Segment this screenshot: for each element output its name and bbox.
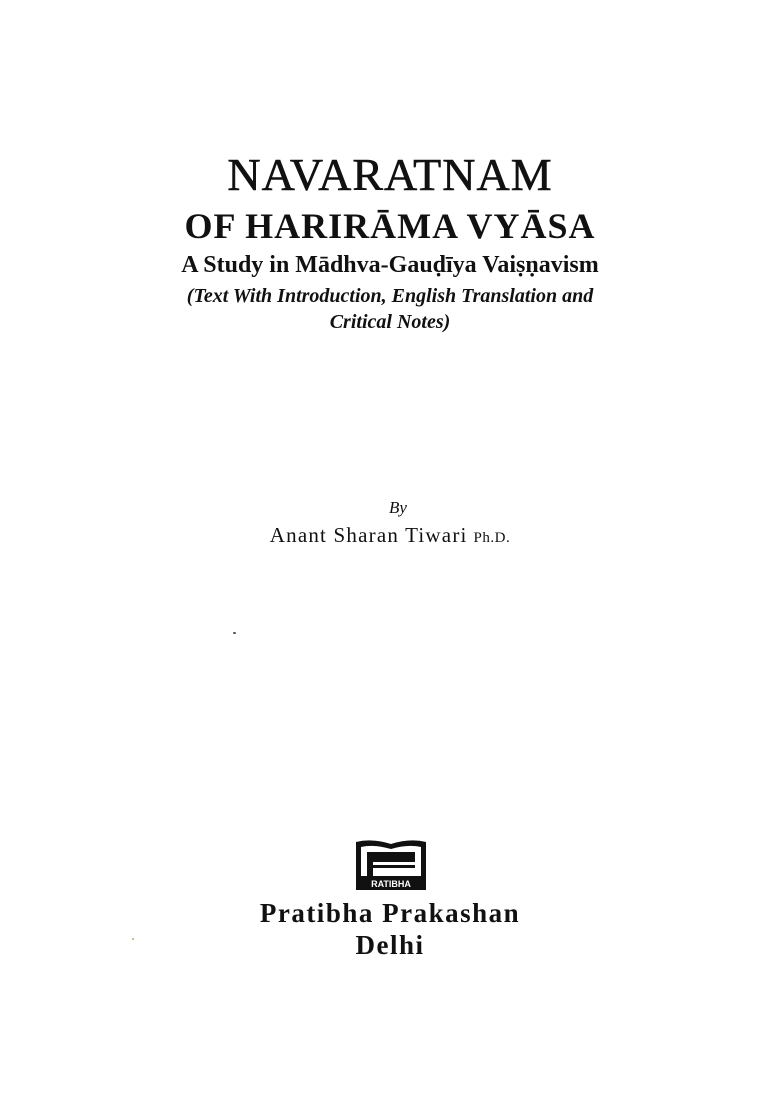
publisher-city: Delhi	[355, 930, 425, 960]
paper-speck	[132, 938, 134, 940]
author-line	[0, 523, 780, 548]
book-note-line-2: Critical Notes)	[329, 311, 451, 333]
book-note-line-1: (Text With Introduction, English Translation and	[186, 285, 594, 307]
publisher-logo-icon	[352, 838, 430, 894]
book-title: NAVARATNAM	[227, 149, 553, 200]
by-label: By	[389, 498, 407, 517]
logo-text: RATIBHA	[371, 879, 411, 889]
author-name: Anant Sharan Tiwari	[269, 523, 468, 547]
author-degree: Ph.D.	[473, 530, 511, 546]
book-subtitle: OF HARIRĀMA VYĀSA	[184, 206, 596, 246]
publisher-name: Pratibha Prakashan	[259, 898, 521, 928]
paper-speck	[233, 632, 236, 634]
book-study-line: A Study in Mādhva-Gauḍīya Vaiṣṇavism	[181, 252, 599, 278]
